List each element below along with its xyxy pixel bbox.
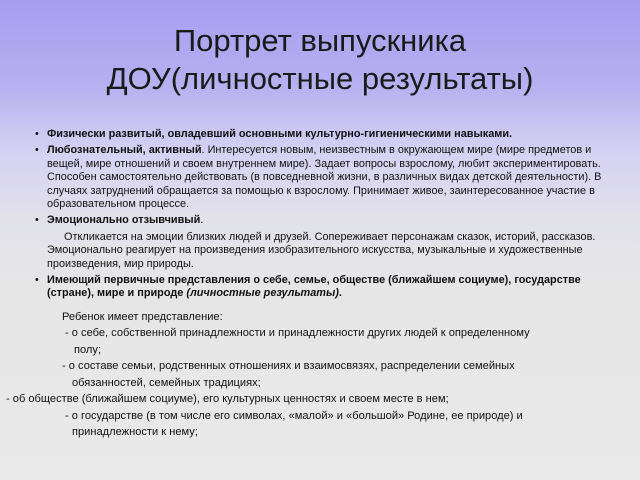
title-line-1: Портрет выпускника [173,23,467,58]
bullet-emotional-heading: Эмоционально отзывчивый [47,214,201,227]
details-block [6,309,620,441]
details-self-2: полу; [74,343,102,356]
details-state-1: - о государстве (в том числе его символах, «малой» и «большой» Родине, ее природе) и [65,409,523,422]
bullet-ideas-dot: . [338,287,342,300]
bullet-ideas-heading: Имеющий первичные представления о себе, семье, обществе (ближайшем социуме), государстве (стране), мире и природе [47,274,581,300]
details-society: - об обществе (ближайшем социуме), его культурных ценностях и своем месте в нем; [6,393,449,406]
bullet-curious [30,144,620,211]
bullet-ideas [30,274,620,301]
bullet-ideas-italic: (личностные результаты) [186,287,339,300]
title-line-2: ДОУ(личностные результаты) [106,61,534,96]
bullet-curious-heading: Любознательный, активный [47,144,202,157]
emotional-description: Откликается на эмоции близких людей и друзей. Сопереживает персонажам сказок, историй, рассказов. Эмоционально реагирует на произведения изобразительного искусства, музыкальные и художественные произведения, мир природы. [47,230,596,270]
bullet-emotional-dot: . [200,214,204,227]
slide-title [0,22,640,98]
details-intro: Ребенок имеет представление: [62,310,223,323]
slide-content [6,128,620,441]
bullet-emotional [30,214,620,227]
bullet-physical [30,128,620,141]
details-family-1: - о составе семьи, родственных отношениях и взаимосвязях, распределении семейных [62,360,515,373]
bullet-physical-text: Физически развитый, овладевший основными культурно-гигиеническими навыками. [47,128,513,140]
details-state-2: принадлежности к нему; [72,426,198,439]
details-family-2: обязанностей, семейных традициях; [72,376,261,389]
details-self-1: - о себе, собственной принадлежности и принадлежности других людей к определенному [65,327,530,340]
bullet-curious-text: . Интересуется новым, неизвестным в окружающем мире (мире предметов и вещей, мире отношений и своем внутреннем мире). Задает вопросы взрослому, любит экспериментировать. Способен самостоятельно действовать (в повседневной жизни, в различных видах детской деятельности). В случаях затруднений обращается за помощью к взрослому. Принимает живое, заинтересованное участие в образовательном процессе. [47,144,602,211]
